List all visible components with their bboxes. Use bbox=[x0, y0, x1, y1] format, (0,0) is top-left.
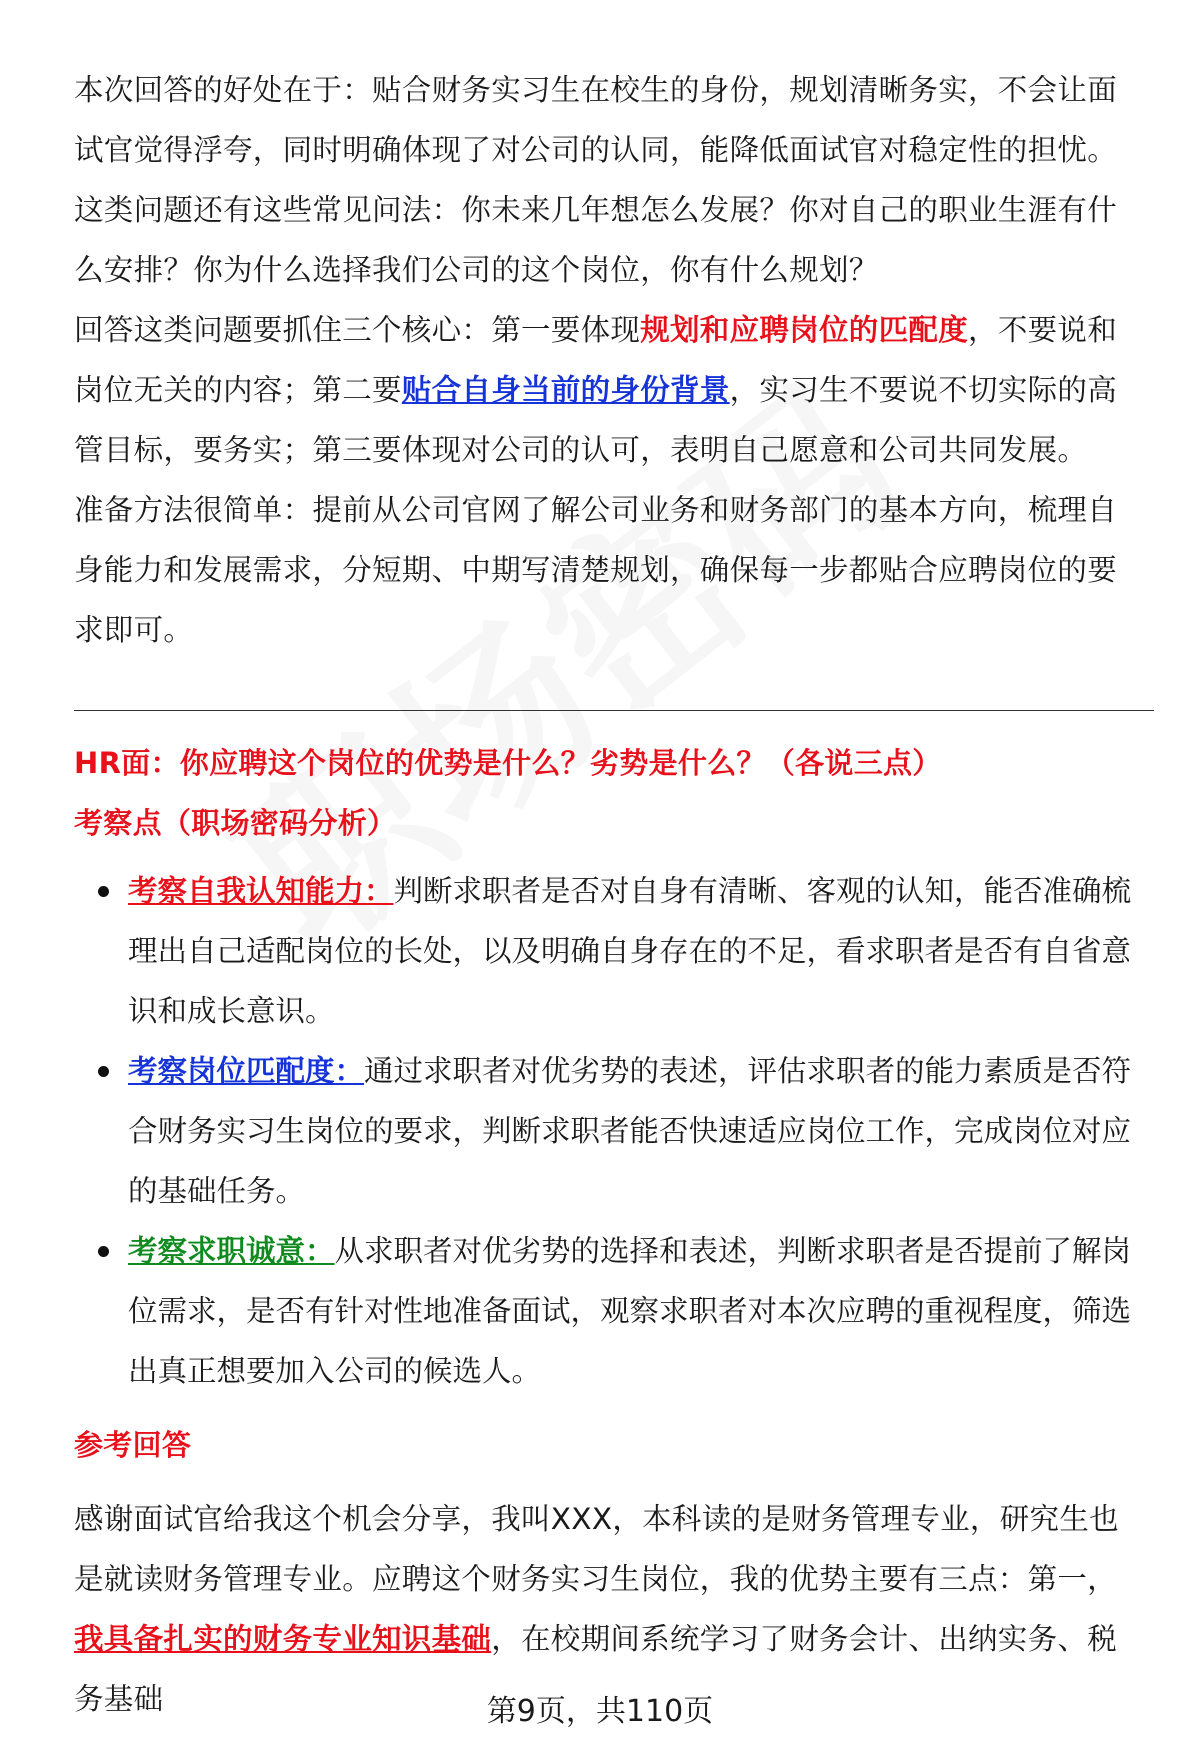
paragraph-benefits: 本次回答的好处在于：贴合财务实习生在校生的身份，规划清晰务实，不会让面试官觉得浮夸，同时明确体现了对公司的认同，能降低面试官对稳定性的担忧。这类问题还有这些常见问法：你未来几年想怎么发展？你对自己的职业生涯有什么安排？你为什么选择我们公司的这个岗位，你有什么规划？ bbox=[74, 73, 1118, 287]
document-body bbox=[74, 60, 1146, 1729]
text-segment: 回答这类问题要抓住三个核心：第一要体现 bbox=[74, 313, 641, 347]
question-heading: HR面：你应聘这个岗位的优势是什么？劣势是什么？（各说三点） bbox=[74, 746, 942, 780]
point-label: 考察自我认知能力： bbox=[128, 874, 394, 908]
text-segment: ，实习生不要说不切实际的高管目标，要务实；第三要体现对公司的认可，表明自己愿意和公司共同发展。 bbox=[74, 373, 1118, 467]
bullet-icon bbox=[98, 1246, 109, 1257]
points-heading: 考察点（职场密码分析） bbox=[74, 806, 397, 840]
point-text: 判断求职者是否对自身有清晰、客观的认知，能否准确梳理出自己适配岗位的长处，以及明确自身存在的不足，看求职者是否有自省意识和成长意识。 bbox=[128, 874, 1132, 1028]
bullet-icon bbox=[98, 886, 109, 897]
paragraph-preparation: 准备方法很简单：提前从公司官网了解公司业务和财务部门的基本方向，梳理自身能力和发展需求，分短期、中期写清楚规划，确保每一步都贴合应聘岗位的要求即可。 bbox=[74, 493, 1118, 647]
bullet-icon bbox=[98, 1066, 109, 1077]
page-footer: 第9页，共110页 bbox=[486, 1694, 714, 1729]
point-label: 考察岗位匹配度： bbox=[128, 1054, 365, 1088]
text-segment: ，在校期间系统学习了财务会计、出纳实务、税务基础 bbox=[74, 1622, 1118, 1716]
list-item bbox=[74, 1221, 1146, 1401]
section-divider bbox=[74, 710, 1154, 711]
highlight-match: 规划和应聘岗位的匹配度 bbox=[640, 313, 969, 347]
point-label: 考察求职诚意： bbox=[128, 1234, 335, 1268]
text-segment: ，不要说和岗位无关的内容；第二要 bbox=[74, 313, 1118, 407]
paragraph-core-points bbox=[74, 300, 1146, 480]
text-segment: 感谢面试官给我这个机会分享，我叫XXX，本科读的是财务管理专业，研究生也是就读财务管理专业。应聘这个财务实习生岗位，我的优势主要有三点：第一， bbox=[74, 1502, 1119, 1596]
point-text: 从求职者对优劣势的选择和表述，判断求职者是否提前了解岗位需求，是否有针对性地准备面试，观察求职者对本次应聘的重视程度，筛选出真正想要加入公司的候选人。 bbox=[128, 1234, 1132, 1388]
list-item bbox=[74, 1041, 1146, 1221]
point-text: 通过求职者对优劣势的表述，评估求职者的能力素质是否符合财务实习生岗位的要求，判断求职者能否快速适应岗位工作，完成岗位对应的基础任务。 bbox=[128, 1054, 1132, 1208]
highlight-identity: 贴合自身当前的身份背景 bbox=[401, 373, 730, 407]
highlight-strength: 我具备扎实的财务专业知识基础 bbox=[74, 1622, 492, 1656]
answer-heading: 参考回答 bbox=[74, 1428, 192, 1462]
list-item bbox=[74, 861, 1146, 1041]
points-list bbox=[74, 861, 1146, 1401]
